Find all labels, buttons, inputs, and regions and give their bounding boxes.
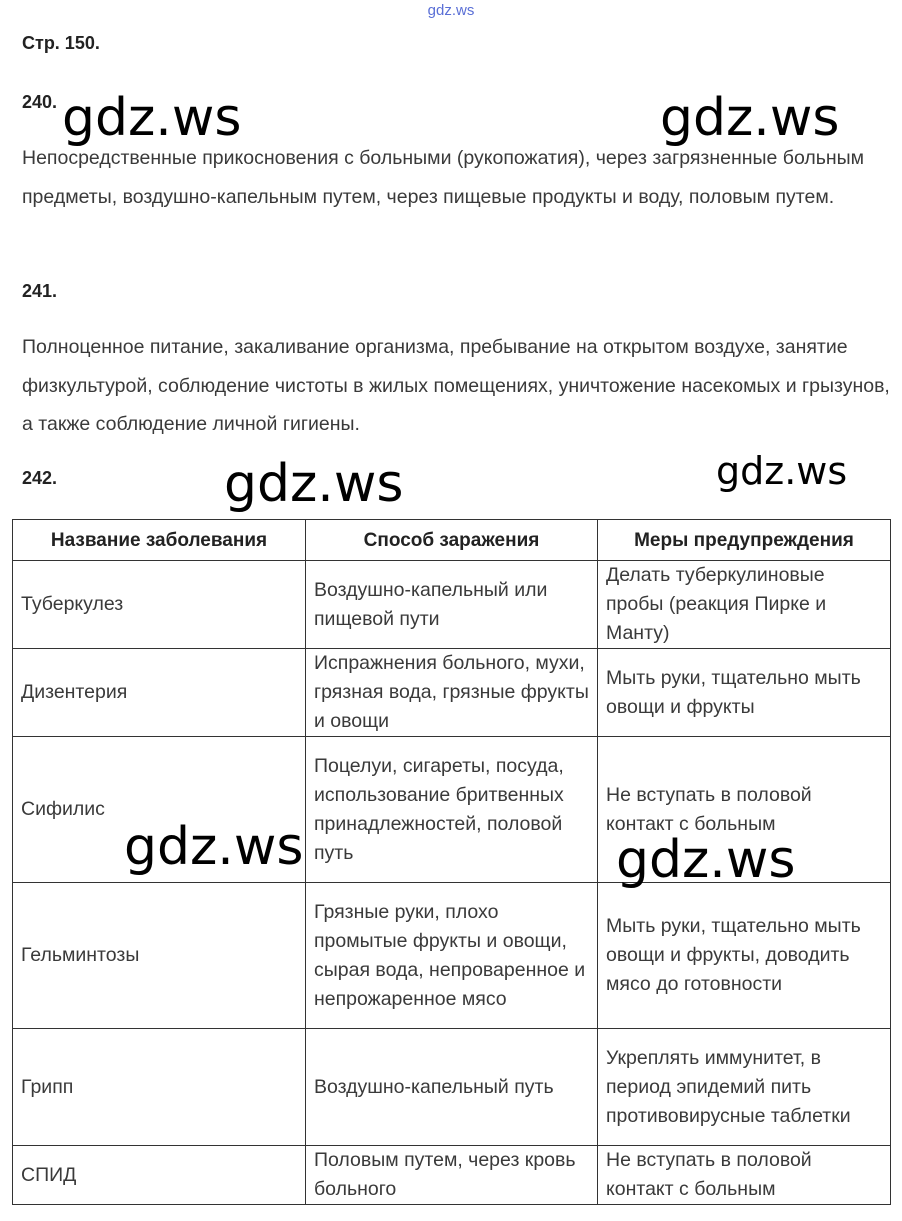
prevention: Не вступать в половой контакт с больным xyxy=(598,737,891,883)
infection-method: Испражнения больного, мухи, грязная вода, грязные фрукты и овощи xyxy=(306,649,598,737)
disease-name: Дизентерия xyxy=(13,649,306,737)
watermark-logo: gdz.ws xyxy=(124,817,304,877)
table-row xyxy=(13,649,891,737)
infection-method: Воздушно-капельный путь xyxy=(306,1029,598,1146)
disease-name: Туберкулез xyxy=(13,561,306,649)
infection-method: Воздушно-капельный или пищевой пути xyxy=(306,561,598,649)
watermark-logo: gdz.ws xyxy=(660,88,840,148)
header-disease-name: Название заболевания xyxy=(13,520,306,561)
prevention: Делать туберкулиновые пробы (реакция Пирке и Манту) xyxy=(598,561,891,649)
header-infection-method: Способ заражения xyxy=(306,520,598,561)
task-number-241: 241. xyxy=(22,281,58,301)
task-number-242: 242. xyxy=(22,468,58,488)
infection-method: Поцелуи, сигареты, посуда, использование бритвенных принадлежностей, половой путь xyxy=(306,737,598,883)
table-row xyxy=(13,1146,891,1205)
header-prevention: Меры предупреждения xyxy=(598,520,891,561)
prevention: Мыть руки, тщательно мыть овощи и фрукты xyxy=(598,649,891,737)
task-answer-241: Полноценное питание, закаливание организма, пребывание на открытом воздухе, занятие физкультурой, соблюдение чистоты в жилых помещениях, уничтожение насекомых и грызунов, а также соблюдение личной гигиены. xyxy=(22,336,890,435)
page-reference: Стр. 150. xyxy=(22,33,100,53)
task-answer-240: Непосредственные прикосновения с больными (рукопожатия), через загрязненные больным предметы, воздушно-капельным путем, через пищевые продукты и воду, половым путем. xyxy=(22,147,865,208)
watermark-logo: gdz.ws xyxy=(616,830,796,890)
infection-method: Половым путем, через кровь больного xyxy=(306,1146,598,1205)
table-header-row xyxy=(13,520,891,561)
table-row xyxy=(13,561,891,649)
prevention: Не вступать в половой контакт с больным xyxy=(598,1146,891,1205)
disease-name: Грипп xyxy=(13,1029,306,1146)
infection-method: Грязные руки, плохо промытые фрукты и овощи, сырая вода, непроваренное и непрожаренное мясо xyxy=(306,883,598,1029)
table-row xyxy=(13,883,891,1029)
disease-name: Сифилис xyxy=(13,737,306,883)
disease-name: СПИД xyxy=(13,1146,306,1205)
watermark-logo: gdz.ws xyxy=(224,454,404,514)
watermark-logo: gdz.ws xyxy=(62,88,242,148)
disease-name: Гельминтозы xyxy=(13,883,306,1029)
prevention: Мыть руки, тщательно мыть овощи и фрукты, доводить мясо до готовности xyxy=(598,883,891,1029)
table-row xyxy=(13,1029,891,1146)
prevention: Укреплять иммунитет, в период эпидемий пить противовирусные таблетки xyxy=(598,1029,891,1146)
site-label: gdz.ws xyxy=(427,2,475,19)
task-number-240: 240. xyxy=(22,92,58,112)
watermark-logo: gdz.ws xyxy=(716,449,848,493)
